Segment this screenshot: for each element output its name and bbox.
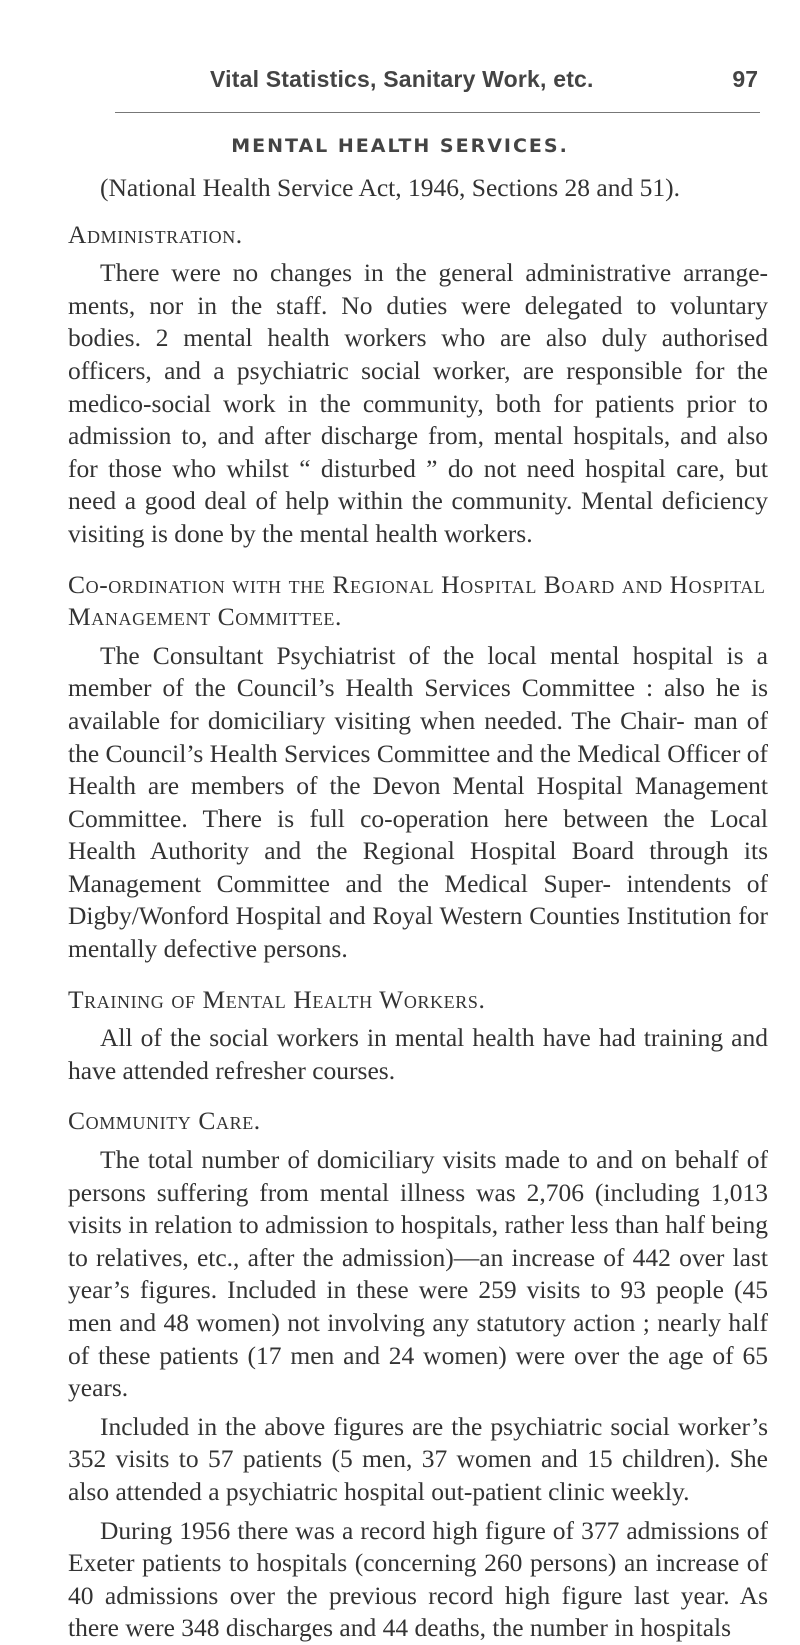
running-header bbox=[0, 62, 800, 102]
paragraph-community-care-1: The total number of domiciliary visits made to and on behalf of persons suffering from mental illness was 2,706 (including 1,013 visits in relation to admission to hospitals, rather less than half being to relatives, etc., after the admission)—an increase of 442 over last year’s figures. Included in these were 259 visits to 93 people (45 men and 48 women) not involving any statutory action ; nearly half of these patients (17 men and 24 women) were over the age of 65 years. bbox=[68, 1145, 768, 1403]
heading-administration: Administration. bbox=[68, 219, 243, 249]
heading-community-care: Community Care. bbox=[68, 1106, 261, 1136]
paragraph-coordination: The Consultant Psychiatrist of the local mental hospital is a member of the Council’s Health Services Committee : also he is available for domiciliary visiting when needed. The Chair- man of the Council’s Health Services Committee and the Medical Officer of Health are members of the Devon Mental Hospital Management Committee. There is full co-operation here between the Local Health Authority and the Regional Hospital Board through its Management Committee and the Medical Super- intendents of Digby/Wonford Hospital and Royal Western Counties Institution for mentally defective persons. bbox=[68, 640, 768, 964]
page-number: 97 bbox=[732, 66, 758, 92]
header-rule bbox=[115, 112, 760, 113]
paragraph-administration: There were no changes in the general administrative arrange- ments, nor in the staff. No duties were delegated to voluntary bodies. 2 mental health workers who are also duly authorised officers, and a psychiatric social worker, are responsible for the medico-social work in the community, both for patients prior to admission to, and after discharge from, mental hospitals, and also for those who whilst “ disturbed ” do not need hospital care, but need a good deal of help within the community. Mental deficiency visiting is done by the mental health workers. bbox=[68, 258, 768, 548]
section-subtitle: (National Health Service Act, 1946, Sections 28 and 51). bbox=[100, 173, 680, 202]
section-title: MENTAL HEALTH SERVICES. bbox=[231, 135, 569, 157]
heading-training: Training of Mental Health Workers. bbox=[68, 984, 486, 1014]
running-header-title: Vital Statistics, Sanitary Work, etc. bbox=[210, 66, 594, 92]
paragraph-training: All of the social workers in mental health have had training and have attended refresher courses. bbox=[68, 1023, 768, 1085]
paragraph-community-care-3: During 1956 there was a record high figure of 377 admissions of Exeter patients to hospitals (concerning 260 persons) an increase of 40 admissions over the previous record high figure last year. As there were 348 discharges and 44 deaths, the number in hospitals bbox=[68, 1515, 768, 1643]
body-text bbox=[68, 172, 768, 1645]
heading-coordination: Co-ordination with the Regional Hospital Board and Hospital Management Committee. bbox=[68, 569, 766, 632]
paragraph-community-care-2: Included in the above figures are the psychiatric social worker’s 352 visits to 57 patients (5 men, 37 women and 15 children). She also attended a psychiatric hospital out-patient clinic weekly. bbox=[68, 1411, 768, 1506]
